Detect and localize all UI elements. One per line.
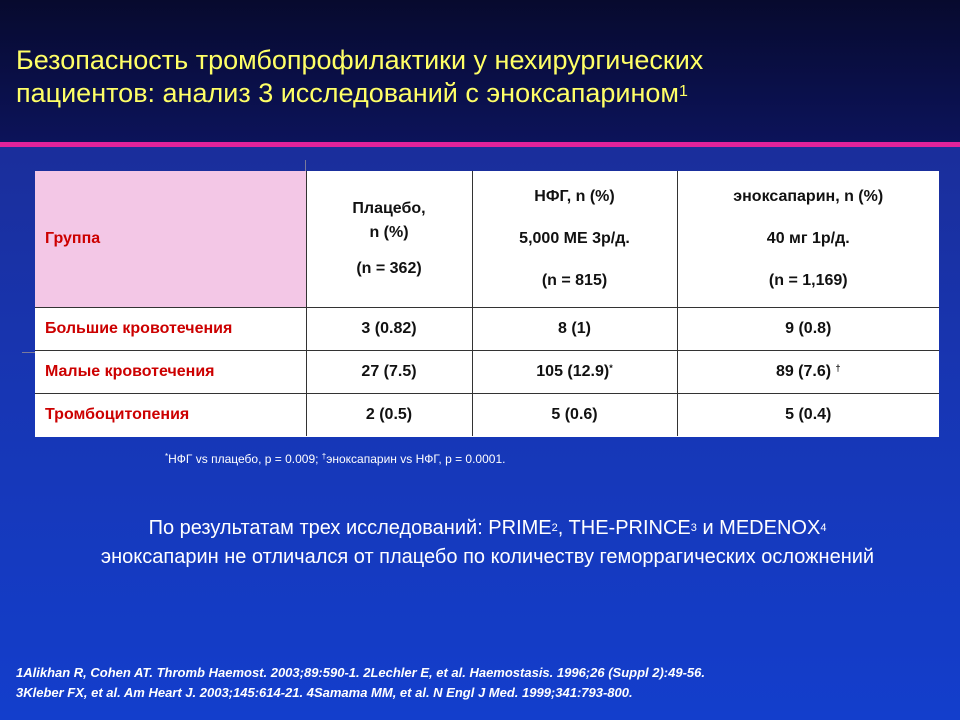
table-cell bbox=[306, 351, 472, 394]
row-tick-mark bbox=[22, 352, 36, 353]
slide-title bbox=[16, 44, 936, 110]
cell-value: 5 (0.6) bbox=[551, 406, 598, 423]
column-header-placebo bbox=[306, 171, 472, 308]
column-header-line: n (%) bbox=[369, 224, 409, 241]
cell-value: 27 (7.5) bbox=[361, 363, 417, 380]
cell-value: 9 (0.8) bbox=[785, 320, 832, 337]
citation-sup: 3 bbox=[690, 522, 697, 534]
column-header-line: эноксапарин, n (%) bbox=[733, 188, 884, 205]
safety-table bbox=[35, 171, 939, 437]
significance-mark: † bbox=[835, 363, 841, 373]
column-header-enoxaparin bbox=[677, 171, 939, 308]
conclusion-part: и MEDENOX bbox=[696, 517, 821, 539]
reference-line: 3Kleber FX, et al. Am Heart J. 2003;145:614-21. 4Samama MM, et al. N Engl J Med. 1999;341:793-800. bbox=[16, 685, 633, 700]
row-label: Большие кровотечения bbox=[35, 308, 306, 351]
table-cell bbox=[677, 351, 939, 394]
row-label: Тромбоцитопения bbox=[35, 394, 306, 437]
title-line-2: пациентов: анализ 3 исследований с эноксапарином bbox=[16, 78, 679, 108]
citation-sup: 4 bbox=[820, 522, 827, 534]
column-header-line: 40 мг 1р/д. bbox=[766, 230, 850, 247]
table-row bbox=[35, 308, 939, 351]
group-header: Группа bbox=[35, 171, 306, 308]
table-cell bbox=[677, 308, 939, 351]
data-table bbox=[35, 171, 939, 436]
footnote-mark: * bbox=[165, 452, 169, 461]
table-cell bbox=[306, 308, 472, 351]
column-header-line: (n = 1,169) bbox=[768, 272, 848, 289]
footnote-mark: † bbox=[321, 452, 327, 461]
column-header-line: НФГ, n (%) bbox=[534, 188, 615, 205]
conclusion-line-2: эноксапарин не отличался от плацебо по количеству геморрагических осложнений bbox=[100, 546, 875, 568]
reference-line: 1Alikhan R, Cohen AT. Thromb Haemost. 2003;89:590-1. 2Lechler E, et al. Haemostasis. 1996;26 (Suppl 2):49-56. bbox=[16, 665, 705, 680]
footnote-text: эноксапарин vs НФГ, p = 0.0001. bbox=[326, 452, 506, 466]
table-cell bbox=[472, 394, 677, 437]
cell-value: 3 (0.82) bbox=[361, 320, 417, 337]
column-header-line: Плацебо, bbox=[352, 200, 426, 217]
column-header-line: (n = 362) bbox=[356, 260, 422, 277]
column-header-ufh bbox=[472, 171, 677, 308]
table-cell bbox=[677, 394, 939, 437]
table-row bbox=[35, 394, 939, 437]
cell-value: 8 (1) bbox=[558, 320, 591, 337]
title-superscript: 1 bbox=[678, 83, 688, 100]
title-line-1: Безопасность тромбопрофилактики у нехирургических bbox=[16, 45, 704, 75]
title-divider bbox=[0, 142, 960, 147]
footnote-text: НФГ vs плацебо, p = 0.009; bbox=[168, 452, 322, 466]
conclusion-part: По результатам трех исследований: PRIME bbox=[148, 517, 552, 539]
row-label: Малые кровотечения bbox=[35, 351, 306, 394]
conclusion-text bbox=[15, 514, 960, 572]
cell-value: 5 (0.4) bbox=[785, 406, 832, 423]
references bbox=[16, 663, 705, 703]
citation-sup: 2 bbox=[551, 522, 558, 534]
significance-mark: * bbox=[609, 363, 613, 373]
table-header-row bbox=[35, 171, 939, 308]
column-header-line: (n = 815) bbox=[541, 272, 608, 289]
cell-value: 2 (0.5) bbox=[365, 406, 413, 423]
table-cell bbox=[306, 394, 472, 437]
cell-value: 105 (12.9) bbox=[536, 363, 610, 380]
conclusion-part: , THE-PRINCE bbox=[557, 517, 691, 539]
table-cell bbox=[472, 351, 677, 394]
column-header-line: 5,000 МЕ 3р/д. bbox=[519, 230, 630, 247]
table-footnote bbox=[165, 452, 505, 466]
table-row bbox=[35, 351, 939, 394]
table-cell bbox=[472, 308, 677, 351]
cell-value: 89 (7.6) bbox=[775, 363, 832, 380]
